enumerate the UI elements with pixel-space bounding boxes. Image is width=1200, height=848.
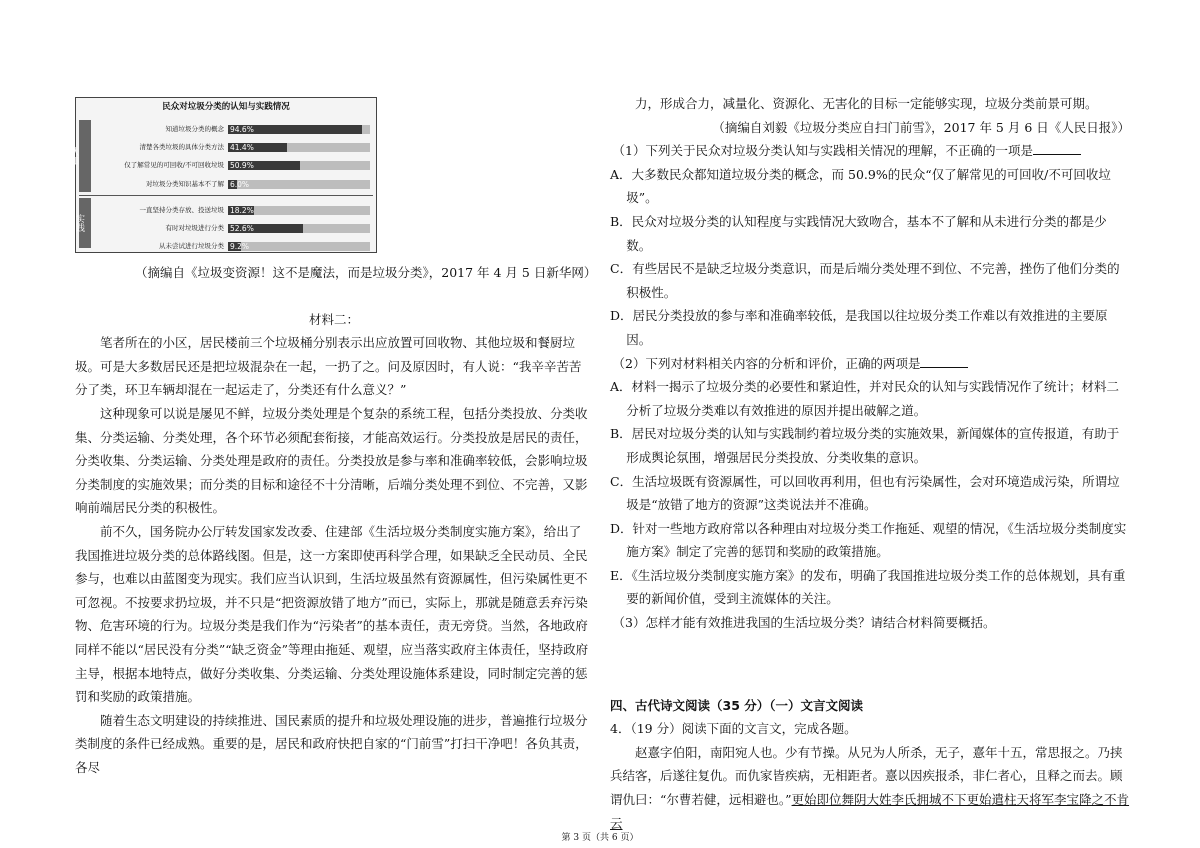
source-citation-1: （摘编自《垃圾变资源！这不是魔法，而是垃圾分类》，2017 年 4 月 5 日新华网） xyxy=(135,265,597,280)
q1-option-c: C．有些居民不是缺乏垃圾分类意识，而是后端分类处理不到位、不完善，挫伤了他们分类的积极性。 xyxy=(610,261,1120,300)
figure-bar-track xyxy=(228,224,370,233)
material-2-paragraph: 这种现象可以说是屡见不鲜，垃圾分类处理是个复杂的系统工程，包括分类投放、分类收集、分类运输、分类处理，各个环节必须配套衔接，才能高效运行。分类投放是居民的责任，分类收集、分类运输、分类处理是政府的责任。分类投放是参与率和准确率较低，会影响垃圾分类制度的实施效果；而分类的目标和途径不十分清晰，后端分类处理不到位、不完善，又影响前端居民分类的积极性。 xyxy=(75,405,588,516)
group-label-cognition: 认知 xyxy=(79,120,91,192)
figure-bar-value: 52.6% xyxy=(230,223,254,233)
q1-option-a: A．大多数民众都知道垃圾分类的概念，而 50.9%的民众“仅了解常见的可回收/不可回收垃圾”。 xyxy=(610,166,1111,206)
figure-bar-track xyxy=(228,161,370,170)
figure-bar-value: 94.6% xyxy=(230,124,254,134)
material-2-continuation: 力，形成合力，减量化、资源化、无害化的目标一定能够实现，垃圾分类前景可期。 xyxy=(635,96,1098,111)
material-2-paragraph: 笔者所在的小区，居民楼前三个垃圾桶分别表示出应放置可回收物、其他垃圾和餐厨垃圾。可是大多数居民还是把垃圾混杂在一起，一扔了之。问及原因时，有人说：“我辛辛苦苦分了类，环卫车辆却混在一起运走了，分类还有什么意义？” xyxy=(75,335,582,398)
figure-bar-value: 41.4% xyxy=(230,142,254,152)
question-4: 4．（19 分）阅读下面的文言文，完成各题。 xyxy=(610,721,857,737)
figure-row-label: 知道垃圾分类的概念 xyxy=(165,125,224,133)
figure-bar-value: 9.2% xyxy=(230,241,250,251)
material-2-paragraph: 前不久，国务院办公厅转发国家发改委、住建部《生活垃圾分类制度实施方案》，给出了我国推进垃圾分类的总体路线图。但是，这一方案即使再科学合理，如果缺乏全民动员、全民参与，也难以由蓝图变为现实。我们应当认识到，生活垃圾虽然有资源属性，但污染属性更不可忽视。不按要求扔垃圾，并不只是“把资源放错了地方”而已，实际上，那就是随意丢弃污染物、危害环境的行为。垃圾分类是我们作为“污染者”的基本责任，责无旁贷。当然，各地政府同样不能以“居民没有分类”“缺乏资金”等理由拖延、观望，应当落实政府主体责任，坚持政府主导，根据本地特点，做好分类收集、分类运输、分类处理设施体系建设，同时制定完善的惩罚和奖励的政策措施。 xyxy=(75,523,589,705)
right-column xyxy=(610,92,1130,835)
survey-figure xyxy=(68,97,377,253)
source-citation-2: （摘编自刘毅《垃圾分类应自扫门前雪》，2017 年 5 月 6 日《人民日报》） xyxy=(712,119,1130,135)
figure-row xyxy=(94,179,370,189)
question-1: （1）下列关于民众对垃圾分类认知与实践相关情况的理解，不正确的一项是 xyxy=(610,139,1130,163)
q2-option-c: C．生活垃圾既有资源属性，可以回收再利用，但也有污染属性，会对环境造成污染，所谓垃圾是“放错了地方的资源”这类说法并不准确。 xyxy=(610,473,1120,513)
figure-bar-track xyxy=(228,180,370,189)
answer-blank xyxy=(920,355,968,368)
section-4-heading: 四、古代诗文阅读（35 分）（一）文言文阅读 xyxy=(610,697,863,713)
figure-row xyxy=(94,241,370,251)
figure-bar-value: 18.2% xyxy=(230,205,254,215)
figure-bar-track xyxy=(228,206,370,215)
page-footer: 第 3 页（共 6 页） xyxy=(561,833,639,843)
q2-option-b: B．居民对垃圾分类的认知与实践制约着垃圾分类的实施效果，新闻媒体的宣传报道，有助于形成舆论氛围，增强居民分类投放、分类收集的意识。 xyxy=(610,426,1120,465)
figure-row xyxy=(94,160,370,170)
question-3: （3）怎样才能有效推进我国的生活垃圾分类？请结合材料简要概括。 xyxy=(612,615,996,631)
classical-text: 赵憙字伯阳，南阳宛人也。少有节操。从兄为人所杀，无子，憙年十五，常思报之。乃挟兵结客，后遂往复仇。而仇家皆疾病，无相距者。憙以因疾报杀，非仁者心，且释之而去。顾谓仇曰：“尔曹若健，远相避也。”更始即位舞阴大姓李氏拥城不下更始遣柱天将军李宝降之不肯云 xyxy=(610,744,1130,831)
material-2-title: 材料二： xyxy=(308,311,359,327)
figure-row-label: 有时对垃圾进行分类 xyxy=(165,224,224,232)
figure-bar-track xyxy=(228,143,370,152)
q2-option-d: D．针对一些地方政府常以各种理由对垃圾分类工作拖延、观望的情况，《生活垃圾分类制度实施方案》制定了完善的惩罚和奖励的政策措施。 xyxy=(610,520,1127,560)
figure-row-label: 一直坚持分类存放、投送垃圾 xyxy=(139,206,224,214)
figure-row xyxy=(94,205,370,215)
figure-row-label: 清楚各类垃圾的具体分类方法 xyxy=(139,143,224,151)
figure-row xyxy=(94,142,370,152)
figure-row-label: 从未尝试进行垃圾分类 xyxy=(159,242,224,250)
answer-blank xyxy=(1033,142,1081,155)
q1-option-d: D．居民分类投放的参与率和准确率较低，是我国以往垃圾分类工作难以有效推进的主要原因。 xyxy=(610,308,1108,347)
figure-row-label: 仅了解常见的可回收/不可回收垃圾 xyxy=(124,161,224,169)
question-2: （2）下列对材料相关内容的分析和评价，正确的两项是 xyxy=(610,352,1130,376)
figure-bar-value: 6.0% xyxy=(230,179,250,189)
figure-bar-track xyxy=(228,242,370,251)
classical-underlined: 更始即位舞阴大姓李氏拥城不下更始遣柱天将军李宝降之不肯云 xyxy=(610,792,1130,831)
figure-bar-value: 50.9% xyxy=(230,160,254,170)
figure-bar-track xyxy=(228,125,370,134)
material-2-paragraph: 随着生态文明建设的持续推进、国民素质的提升和垃圾处理设施的进步，普遍推行垃圾分类制度的条件已经成熟。重要的是，居民和政府快把自家的“门前雪”打扫干净吧！各负其责，各尽 xyxy=(75,712,588,775)
figure-divider xyxy=(79,195,373,196)
q2-option-e: E．《生活垃圾分类制度实施方案》的发布，明确了我国推进垃圾分类工作的总体规划，具有重要的新闻价值，受到主流媒体的关注。 xyxy=(610,567,1126,607)
figure-row xyxy=(94,124,370,134)
group-label-practice: 实践 xyxy=(79,198,91,248)
left-column xyxy=(68,92,597,779)
q2-option-a: A．材料一揭示了垃圾分类的必要性和紧迫性，并对民众的认知与实践情况作了统计；材料二分析了垃圾分类难以有效推进的原因并提出破解之道。 xyxy=(610,379,1120,418)
q1-option-b: B．民众对垃圾分类的认知程度与实践情况大致吻合，基本不了解和从未进行分类的都是少数。 xyxy=(610,213,1107,253)
figure-title: 民众对垃圾分类的认知与实践情况 xyxy=(162,102,290,112)
figure-row-label: 对垃圾分类知识基本不了解 xyxy=(146,180,224,188)
figure-row xyxy=(94,223,370,233)
